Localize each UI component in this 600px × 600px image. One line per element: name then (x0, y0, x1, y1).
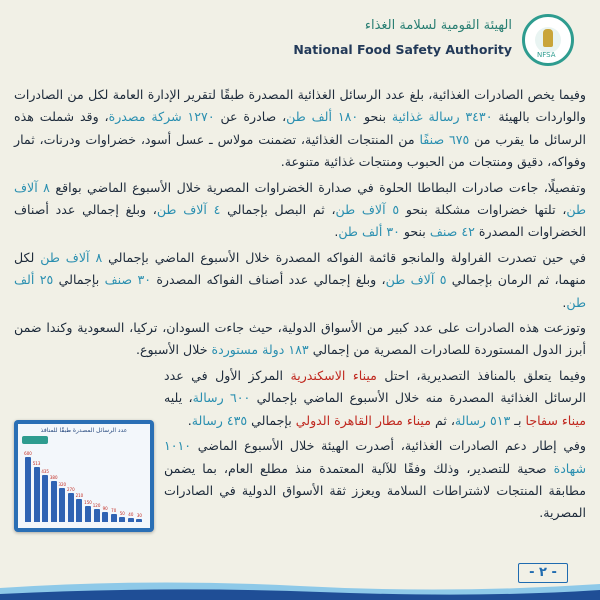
chart-data-label: 90 (102, 506, 108, 512)
org-name-english: National Food Safety Authority (293, 42, 512, 57)
nfsa-seal-icon (522, 14, 574, 66)
chart-data-label: 210 (75, 493, 84, 499)
chart-data-label: 150 (84, 499, 92, 505)
chart-data-label: 380 (49, 475, 58, 481)
paragraph-exports-summary: وفيما يخص الصادرات الغذائية، بلغ عدد الرسائل الغذائية المصدرة طبقًا لتقرير الإدارة العامة لكل من الصادرات والواردات بالهيئة ٣٤٣٠ رسالة غذائية بنحو ١٨٠ ألف طن، صادرة عن ١٢٧٠ شركة مصدرة، وقد شملت هذه الرسائل ما يقرب من ٦٧٥ صنفًا من المنتجات الغذائية، تضمنت مولاس ـ عسل أسود، خضراوات ودرنات، ثمار وفواكه، دقيق ومنتجات من الحبوب ومنتجات غذائية متنوعة. (14, 87, 586, 170)
chart-bar (76, 499, 82, 522)
chart-data-label: 120 (92, 503, 101, 509)
chart-bar (42, 475, 48, 522)
chart-bar (51, 481, 57, 522)
chart-bar (25, 457, 31, 522)
eagle-icon (543, 29, 553, 47)
paragraph-markets: وتوزعت هذه الصادرات على عدد كبير من الأسواق الدولية، حيث جاءت السودان، تركيا، السعودية وكندا ضمن أبرز الدول المستوردة للصادرات المصرية من إجمالي ١٨٣ دولة مستوردة خلال الأسبوع. (14, 320, 586, 358)
paragraph-fruits: في حين تصدرت الفراولة والمانجو قائمة الفواكه المصدرة خلال الأسبوع الماضي بإجمالي ٨ آلاف طن لكل منهما، ثم الرمان بإجمالي ٥ آلاف طن، وبلغ إجمالي عدد أصناف الفواكه المصدرة ٣٠ صنف بإجمالي ٢٥ ألف طن. (14, 249, 586, 310)
paragraph-ports: وفيما يتعلق بالمنافذ التصديرية، احتل ميناء الاسكندرية المركز الأول في عدد الرسائل الغذائية المصدرة منه خلال الأسبوع الماضي بإجمالي ٦٠٠ رسالة، يليه ميناء سفاجا بـ ٥١٣ رسالة، ثم ميناء مطار القاهرة الدولي بإجمالي ٤٣٥ رسالة. (164, 367, 586, 428)
chart-bar (119, 517, 125, 522)
paragraph-certificates: وفي إطار دعم الصادرات الغذائية، أصدرت الهيئة خلال الأسبوع الماضي ١٠١٠ شهادة صحية للتصدير، وذلك وفقًا للآلية المعتمدة منذ مطلع العام، بما يضمن مطابقة المنتجات لاشتراطات السلامة ويعزز ثقة الأسواق الدولية في الصادرات المصرية. (164, 438, 586, 521)
chart-logo-icon (22, 436, 48, 444)
chart-data-label: 513 (32, 460, 41, 466)
nfsa-logo (294, 14, 574, 72)
seal-text: NFSA (537, 51, 556, 59)
chart-bar (111, 514, 117, 522)
chart-title: عدد الرسائل المصدرة طبقًا للمنافذ (40, 427, 128, 434)
chart-bar (85, 506, 91, 522)
chart-bar (59, 488, 65, 522)
chart-bars (24, 444, 144, 522)
footer-wave (0, 578, 600, 600)
chart-bar (128, 518, 134, 522)
page-header (0, 0, 600, 80)
chart-data-label: 30 (136, 512, 142, 518)
chart-bar (102, 512, 108, 522)
chart-data-label: 70 (111, 508, 117, 514)
chart-data-label: 40 (128, 511, 134, 517)
chart-data-label: 50 (119, 510, 125, 516)
page-number: - ٢ - (518, 563, 568, 583)
chart-data-label: 320 (58, 481, 67, 487)
chart-bar (34, 467, 40, 522)
paragraph-vegetables: وتفصيلًا، جاءت صادرات البطاطا الحلوة في صدارة الخضراوات المصرية خلال الأسبوع الماضي بواقع ٨ آلاف طن، تلتها خضراوات مشكلة بنحو ٥ آلاف طن، ثم البصل بإجمالي ٤ آلاف طن، وبلغ إجمالي عدد أصناف الخضراوات المصدرة ٤٢ صنف بنحو ٣٠ ألف طن. (14, 179, 587, 240)
chart-bar (68, 493, 74, 522)
chart-bar (94, 509, 100, 522)
chart-bar (136, 519, 142, 522)
ports-chart-image (14, 420, 154, 532)
org-name-arabic: الهيئة القومية لسلامة الغذاء (364, 18, 512, 33)
chart-data-label: 600 (24, 451, 32, 457)
chart-data-label: 435 (41, 469, 49, 475)
chart-data-label: 270 (67, 486, 75, 492)
